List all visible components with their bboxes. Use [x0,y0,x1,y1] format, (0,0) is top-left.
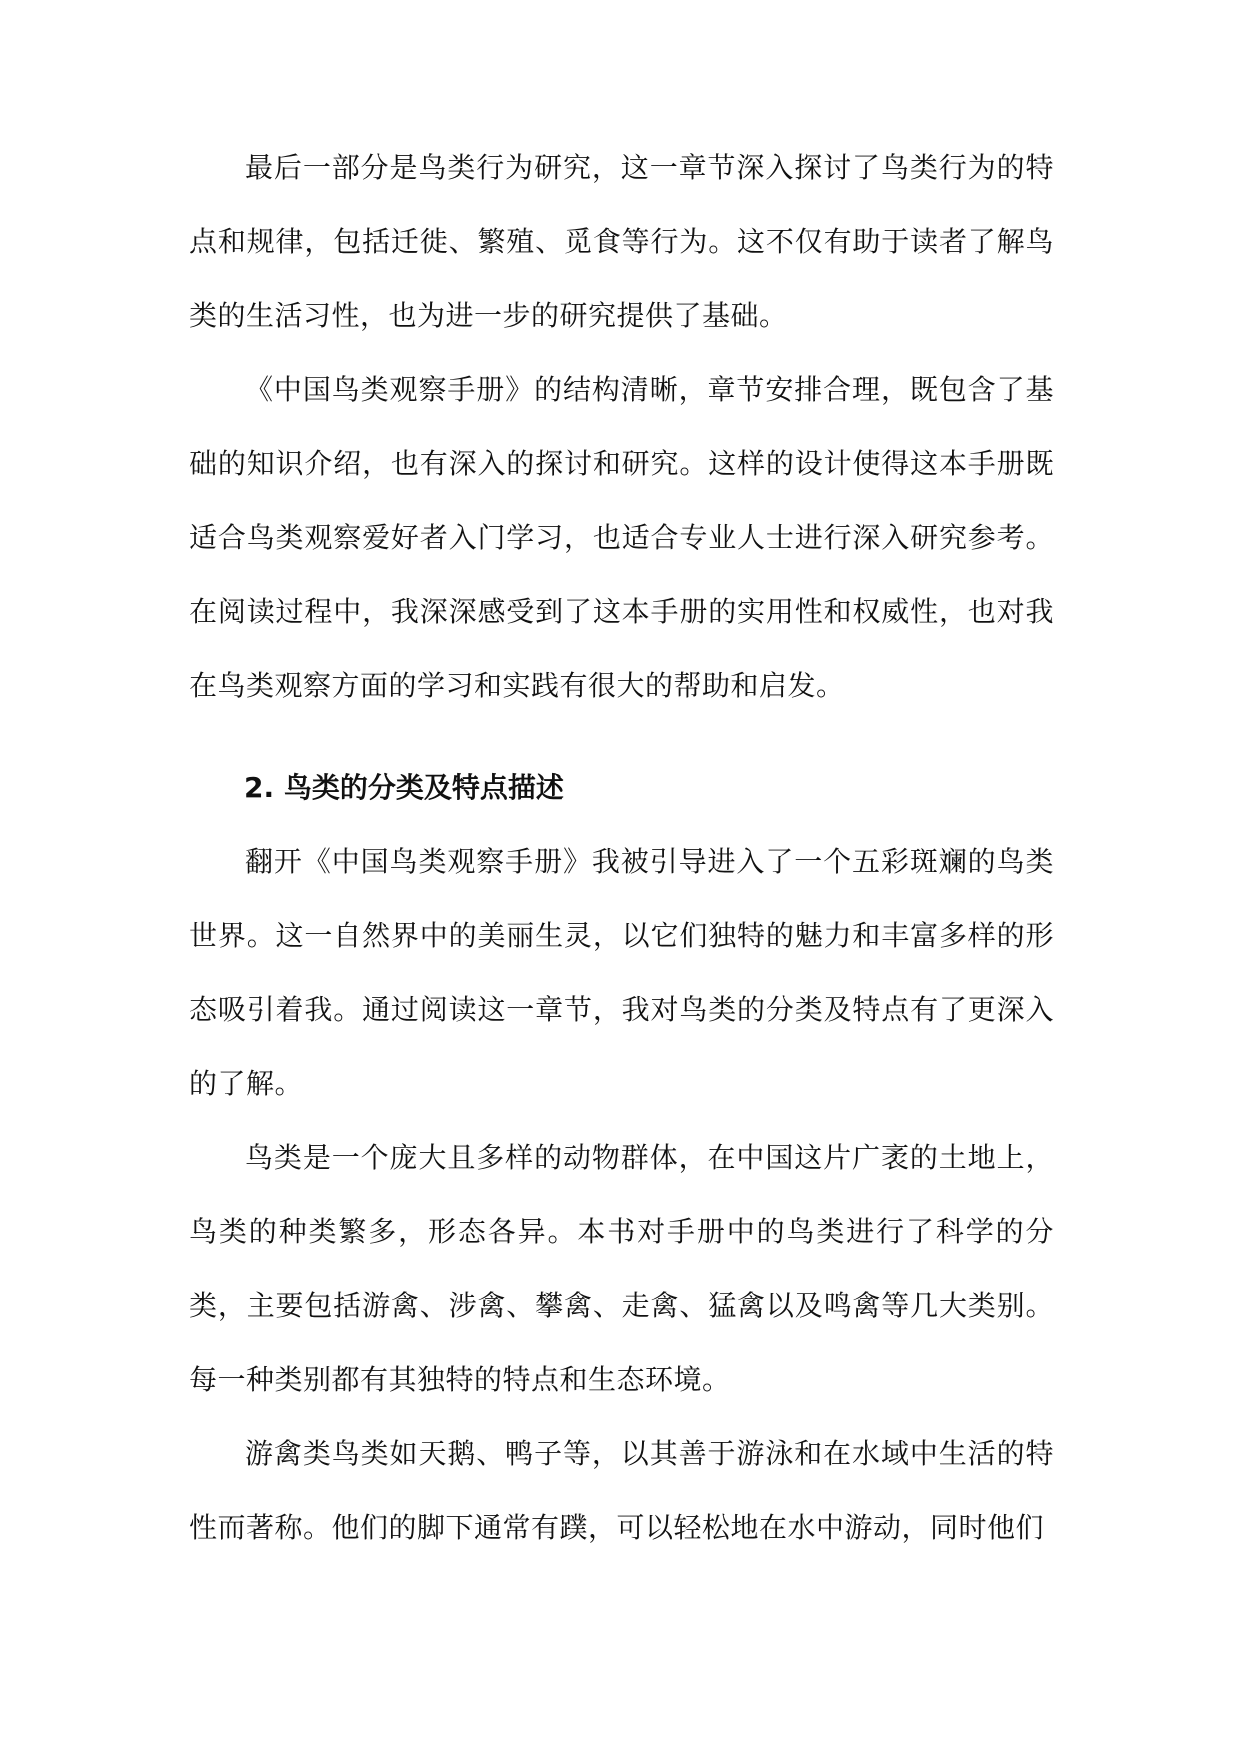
paragraph-waterfowl: 游禽类鸟类如天鹅、鸭子等，以其善于游泳和在水域中生活的特性而著称。他们的脚下通常有蹼，可以轻松地在水中游动，同时他们 [189,1437,1054,1544]
paragraph-bird-classification: 鸟类是一个庞大且多样的动物群体，在中国这片广袤的土地上，鸟类的种类繁多，形态各异。本书对手册中的鸟类进行了科学的分类，主要包括游禽、涉禽、攀禽、走禽、猛禽以及鸣禽等几大类别。每一种类别都有其独特的特点和生态环境。 [189,1141,1054,1396]
section-heading: 2. 鸟类的分类及特点描述 [244,771,564,804]
paragraph-bird-behavior: 最后一部分是鸟类行为研究，这一章节深入探讨了鸟类行为的特点和规律，包括迁徙、繁殖、觅食等行为。这不仅有助于读者了解鸟类的生活习性，也为进一步的研究提供了基础。 [189,151,1054,332]
paragraph-manual-structure: 《中国鸟类观察手册》的结构清晰，章节安排合理，既包含了基础的知识介绍，也有深入的探讨和研究。这样的设计使得这本手册既适合鸟类观察爱好者入门学习，也适合专业人士进行深入研究参考。在阅读过程中，我深深感受到了这本手册的实用性和权威性，也对我在鸟类观察方面的学习和实践有很大的帮助和启发。 [189,373,1054,702]
paragraph-intro-bird-world: 翻开《中国鸟类观察手册》我被引导进入了一个五彩斑斓的鸟类世界。这一自然界中的美丽生灵，以它们独特的魅力和丰富多样的形态吸引着我。通过阅读这一章节，我对鸟类的分类及特点有了更深入的了解。 [189,845,1054,1100]
document-page [189,131,1054,1565]
